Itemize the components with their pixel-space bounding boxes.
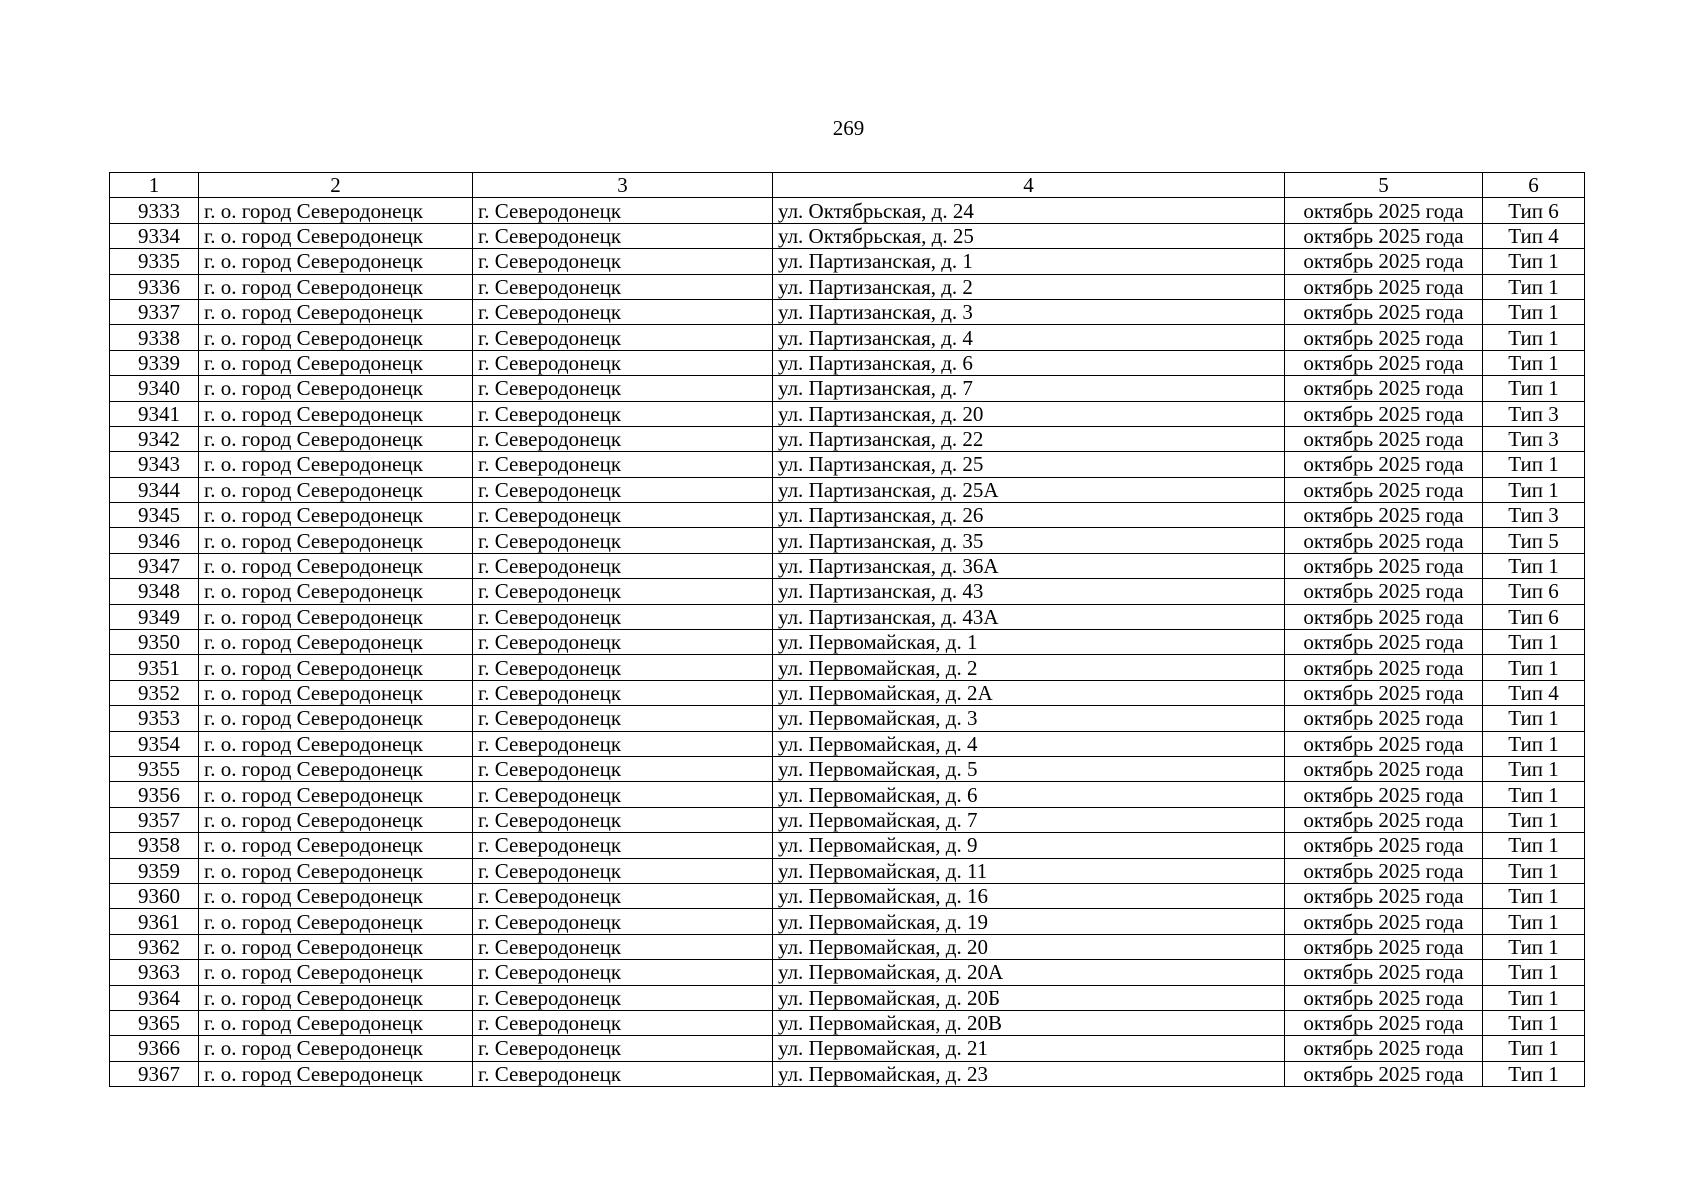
- column-header-4: 4: [773, 173, 1285, 198]
- cell-period: октябрь 2025 года: [1285, 274, 1483, 299]
- table-row: [110, 1010, 1585, 1035]
- cell-period: октябрь 2025 года: [1285, 528, 1483, 553]
- cell-row-number: 9336: [110, 274, 199, 299]
- cell-type: Тип 1: [1483, 655, 1585, 680]
- cell-address: ул. Партизанская, д. 3: [773, 299, 1285, 324]
- cell-period: октябрь 2025 года: [1285, 503, 1483, 528]
- cell-period: октябрь 2025 года: [1285, 477, 1483, 502]
- cell-type: Тип 1: [1483, 985, 1585, 1010]
- cell-municipality: г. о. город Северодонецк: [199, 807, 473, 832]
- cell-locality: г. Северодонецк: [473, 833, 773, 858]
- cell-row-number: 9346: [110, 528, 199, 553]
- cell-municipality: г. о. город Северодонецк: [199, 985, 473, 1010]
- cell-locality: г. Северодонецк: [473, 883, 773, 908]
- cell-period: октябрь 2025 года: [1285, 1036, 1483, 1061]
- table-row: [110, 655, 1585, 680]
- cell-locality: г. Северодонецк: [473, 376, 773, 401]
- cell-locality: г. Северодонецк: [473, 1061, 773, 1086]
- cell-address: ул. Первомайская, д. 1: [773, 630, 1285, 655]
- cell-row-number: 9351: [110, 655, 199, 680]
- cell-locality: г. Северодонецк: [473, 350, 773, 375]
- cell-locality: г. Северодонецк: [473, 655, 773, 680]
- cell-municipality: г. о. город Северодонецк: [199, 452, 473, 477]
- cell-type: Тип 5: [1483, 528, 1585, 553]
- cell-period: октябрь 2025 года: [1285, 452, 1483, 477]
- cell-municipality: г. о. город Северодонецк: [199, 299, 473, 324]
- cell-municipality: г. о. город Северодонецк: [199, 655, 473, 680]
- cell-row-number: 9360: [110, 883, 199, 908]
- cell-type: Тип 1: [1483, 782, 1585, 807]
- cell-municipality: г. о. город Северодонецк: [199, 883, 473, 908]
- cell-period: октябрь 2025 года: [1285, 604, 1483, 629]
- cell-type: Тип 1: [1483, 376, 1585, 401]
- cell-municipality: г. о. город Северодонецк: [199, 909, 473, 934]
- table-row: [110, 782, 1585, 807]
- cell-municipality: г. о. город Северодонецк: [199, 731, 473, 756]
- cell-row-number: 9355: [110, 756, 199, 781]
- table-row: [110, 274, 1585, 299]
- cell-address: ул. Первомайская, д. 3: [773, 706, 1285, 731]
- cell-row-number: 9349: [110, 604, 199, 629]
- cell-period: октябрь 2025 года: [1285, 325, 1483, 350]
- cell-locality: г. Северодонецк: [473, 528, 773, 553]
- cell-address: ул. Октябрьская, д. 25: [773, 223, 1285, 248]
- table-row: [110, 452, 1585, 477]
- cell-row-number: 9366: [110, 1036, 199, 1061]
- table-row: [110, 376, 1585, 401]
- cell-address: ул. Первомайская, д. 21: [773, 1036, 1285, 1061]
- table-row: [110, 731, 1585, 756]
- cell-address: ул. Первомайская, д. 5: [773, 756, 1285, 781]
- cell-type: Тип 6: [1483, 198, 1585, 223]
- table-body: [110, 198, 1585, 1087]
- table-row: [110, 299, 1585, 324]
- cell-locality: г. Северодонецк: [473, 960, 773, 985]
- cell-municipality: г. о. город Северодонецк: [199, 503, 473, 528]
- cell-address: ул. Партизанская, д. 20: [773, 401, 1285, 426]
- cell-address: ул. Партизанская, д. 36А: [773, 553, 1285, 578]
- cell-row-number: 9342: [110, 426, 199, 451]
- table-row: [110, 934, 1585, 959]
- cell-row-number: 9333: [110, 198, 199, 223]
- cell-address: ул. Октябрьская, д. 24: [773, 198, 1285, 223]
- cell-row-number: 9352: [110, 680, 199, 705]
- cell-address: ул. Первомайская, д. 2: [773, 655, 1285, 680]
- cell-period: октябрь 2025 года: [1285, 249, 1483, 274]
- cell-municipality: г. о. город Северодонецк: [199, 680, 473, 705]
- cell-period: октябрь 2025 года: [1285, 198, 1483, 223]
- column-header-2: 2: [199, 173, 473, 198]
- cell-period: октябрь 2025 года: [1285, 350, 1483, 375]
- cell-row-number: 9344: [110, 477, 199, 502]
- cell-type: Тип 3: [1483, 401, 1585, 426]
- table-row: [110, 858, 1585, 883]
- cell-municipality: г. о. город Северодонецк: [199, 401, 473, 426]
- cell-locality: г. Северодонецк: [473, 274, 773, 299]
- cell-locality: г. Северодонецк: [473, 807, 773, 832]
- cell-row-number: 9345: [110, 503, 199, 528]
- cell-type: Тип 1: [1483, 299, 1585, 324]
- cell-municipality: г. о. город Северодонецк: [199, 756, 473, 781]
- cell-municipality: г. о. город Северодонецк: [199, 833, 473, 858]
- table-row: [110, 604, 1585, 629]
- cell-address: ул. Первомайская, д. 20В: [773, 1010, 1285, 1035]
- cell-type: Тип 1: [1483, 934, 1585, 959]
- cell-locality: г. Северодонецк: [473, 604, 773, 629]
- cell-period: октябрь 2025 года: [1285, 630, 1483, 655]
- cell-period: октябрь 2025 года: [1285, 579, 1483, 604]
- cell-period: октябрь 2025 года: [1285, 985, 1483, 1010]
- cell-municipality: г. о. город Северодонецк: [199, 249, 473, 274]
- cell-period: октябрь 2025 года: [1285, 756, 1483, 781]
- cell-period: октябрь 2025 года: [1285, 426, 1483, 451]
- cell-locality: г. Северодонецк: [473, 680, 773, 705]
- cell-municipality: г. о. город Северодонецк: [199, 1061, 473, 1086]
- cell-type: Тип 1: [1483, 960, 1585, 985]
- cell-address: ул. Партизанская, д. 43А: [773, 604, 1285, 629]
- cell-row-number: 9357: [110, 807, 199, 832]
- cell-row-number: 9341: [110, 401, 199, 426]
- table-row: [110, 198, 1585, 223]
- table-row: [110, 833, 1585, 858]
- cell-locality: г. Северодонецк: [473, 477, 773, 502]
- table-row: [110, 528, 1585, 553]
- cell-address: ул. Партизанская, д. 22: [773, 426, 1285, 451]
- column-header-6: 6: [1483, 173, 1585, 198]
- cell-type: Тип 1: [1483, 630, 1585, 655]
- column-header-3: 3: [473, 173, 773, 198]
- cell-address: ул. Партизанская, д. 1: [773, 249, 1285, 274]
- cell-period: октябрь 2025 года: [1285, 934, 1483, 959]
- cell-locality: г. Северодонецк: [473, 553, 773, 578]
- cell-type: Тип 6: [1483, 604, 1585, 629]
- cell-municipality: г. о. город Северодонецк: [199, 782, 473, 807]
- cell-row-number: 9335: [110, 249, 199, 274]
- cell-address: ул. Партизанская, д. 6: [773, 350, 1285, 375]
- cell-municipality: г. о. город Северодонецк: [199, 426, 473, 451]
- cell-row-number: 9338: [110, 325, 199, 350]
- cell-locality: г. Северодонецк: [473, 756, 773, 781]
- cell-municipality: г. о. город Северодонецк: [199, 934, 473, 959]
- cell-row-number: 9337: [110, 299, 199, 324]
- cell-type: Тип 4: [1483, 680, 1585, 705]
- cell-period: октябрь 2025 года: [1285, 960, 1483, 985]
- cell-municipality: г. о. город Северодонецк: [199, 706, 473, 731]
- cell-municipality: г. о. город Северодонецк: [199, 223, 473, 248]
- cell-municipality: г. о. город Северодонецк: [199, 960, 473, 985]
- cell-address: ул. Партизанская, д. 26: [773, 503, 1285, 528]
- cell-row-number: 9339: [110, 350, 199, 375]
- cell-type: Тип 4: [1483, 223, 1585, 248]
- cell-type: Тип 3: [1483, 426, 1585, 451]
- cell-row-number: 9365: [110, 1010, 199, 1035]
- cell-municipality: г. о. город Северодонецк: [199, 1010, 473, 1035]
- table-row: [110, 223, 1585, 248]
- cell-row-number: 9361: [110, 909, 199, 934]
- header-row: [110, 173, 1585, 198]
- cell-row-number: 9348: [110, 579, 199, 604]
- table-row: [110, 553, 1585, 578]
- cell-type: Тип 1: [1483, 909, 1585, 934]
- cell-period: октябрь 2025 года: [1285, 833, 1483, 858]
- table-row: [110, 960, 1585, 985]
- cell-address: ул. Первомайская, д. 6: [773, 782, 1285, 807]
- cell-type: Тип 1: [1483, 883, 1585, 908]
- table-row: [110, 630, 1585, 655]
- cell-address: ул. Первомайская, д. 20: [773, 934, 1285, 959]
- cell-type: Тип 1: [1483, 706, 1585, 731]
- cell-locality: г. Северодонецк: [473, 731, 773, 756]
- table-row: [110, 249, 1585, 274]
- cell-address: ул. Первомайская, д. 2А: [773, 680, 1285, 705]
- cell-type: Тип 1: [1483, 350, 1585, 375]
- cell-locality: г. Северодонецк: [473, 858, 773, 883]
- cell-row-number: 9356: [110, 782, 199, 807]
- cell-period: октябрь 2025 года: [1285, 376, 1483, 401]
- cell-row-number: 9347: [110, 553, 199, 578]
- cell-period: октябрь 2025 года: [1285, 883, 1483, 908]
- cell-municipality: г. о. город Северодонецк: [199, 553, 473, 578]
- cell-row-number: 9359: [110, 858, 199, 883]
- cell-type: Тип 1: [1483, 807, 1585, 832]
- cell-locality: г. Северодонецк: [473, 401, 773, 426]
- cell-municipality: г. о. город Северодонецк: [199, 604, 473, 629]
- cell-locality: г. Северодонецк: [473, 198, 773, 223]
- cell-address: ул. Первомайская, д. 20Б: [773, 985, 1285, 1010]
- cell-row-number: 9340: [110, 376, 199, 401]
- column-header-1: 1: [110, 173, 199, 198]
- cell-locality: г. Северодонецк: [473, 909, 773, 934]
- table-row: [110, 680, 1585, 705]
- table-row: [110, 883, 1585, 908]
- table-row: [110, 426, 1585, 451]
- cell-locality: г. Северодонецк: [473, 223, 773, 248]
- page-number: 269: [832, 116, 865, 140]
- cell-period: октябрь 2025 года: [1285, 223, 1483, 248]
- cell-municipality: г. о. город Северодонецк: [199, 858, 473, 883]
- cell-address: ул. Первомайская, д. 20А: [773, 960, 1285, 985]
- cell-type: Тип 1: [1483, 858, 1585, 883]
- cell-municipality: г. о. город Северодонецк: [199, 274, 473, 299]
- table-row: [110, 756, 1585, 781]
- cell-locality: г. Северодонецк: [473, 249, 773, 274]
- table-row: [110, 401, 1585, 426]
- cell-row-number: 9358: [110, 833, 199, 858]
- cell-row-number: 9343: [110, 452, 199, 477]
- cell-address: ул. Первомайская, д. 23: [773, 1061, 1285, 1086]
- cell-municipality: г. о. город Северодонецк: [199, 350, 473, 375]
- cell-municipality: г. о. город Северодонецк: [199, 376, 473, 401]
- cell-row-number: 9364: [110, 985, 199, 1010]
- cell-row-number: 9354: [110, 731, 199, 756]
- cell-type: Тип 6: [1483, 579, 1585, 604]
- table-row: [110, 985, 1585, 1010]
- cell-type: Тип 1: [1483, 274, 1585, 299]
- cell-locality: г. Северодонецк: [473, 1036, 773, 1061]
- data-table: [109, 172, 1585, 1087]
- cell-period: октябрь 2025 года: [1285, 299, 1483, 324]
- cell-address: ул. Первомайская, д. 4: [773, 731, 1285, 756]
- cell-period: октябрь 2025 года: [1285, 858, 1483, 883]
- cell-address: ул. Первомайская, д. 11: [773, 858, 1285, 883]
- cell-type: Тип 1: [1483, 833, 1585, 858]
- cell-address: ул. Партизанская, д. 35: [773, 528, 1285, 553]
- cell-row-number: 9350: [110, 630, 199, 655]
- cell-address: ул. Партизанская, д. 25А: [773, 477, 1285, 502]
- cell-row-number: 9363: [110, 960, 199, 985]
- cell-locality: г. Северодонецк: [473, 934, 773, 959]
- cell-locality: г. Северодонецк: [473, 299, 773, 324]
- cell-address: ул. Первомайская, д. 16: [773, 883, 1285, 908]
- cell-row-number: 9353: [110, 706, 199, 731]
- cell-municipality: г. о. город Северодонецк: [199, 325, 473, 350]
- cell-address: ул. Первомайская, д. 7: [773, 807, 1285, 832]
- cell-period: октябрь 2025 года: [1285, 731, 1483, 756]
- cell-period: октябрь 2025 года: [1285, 401, 1483, 426]
- cell-locality: г. Северодонецк: [473, 452, 773, 477]
- cell-period: октябрь 2025 года: [1285, 706, 1483, 731]
- column-header-5: 5: [1285, 173, 1483, 198]
- cell-address: ул. Партизанская, д. 25: [773, 452, 1285, 477]
- cell-row-number: 9362: [110, 934, 199, 959]
- cell-address: ул. Партизанская, д. 4: [773, 325, 1285, 350]
- table-row: [110, 706, 1585, 731]
- cell-period: октябрь 2025 года: [1285, 1010, 1483, 1035]
- cell-period: октябрь 2025 года: [1285, 782, 1483, 807]
- cell-period: октябрь 2025 года: [1285, 655, 1483, 680]
- cell-type: Тип 1: [1483, 731, 1585, 756]
- cell-municipality: г. о. город Северодонецк: [199, 477, 473, 502]
- cell-address: ул. Партизанская, д. 7: [773, 376, 1285, 401]
- table-row: [110, 807, 1585, 832]
- cell-type: Тип 1: [1483, 553, 1585, 578]
- cell-period: октябрь 2025 года: [1285, 553, 1483, 578]
- cell-period: октябрь 2025 года: [1285, 680, 1483, 705]
- cell-municipality: г. о. город Северодонецк: [199, 198, 473, 223]
- cell-row-number: 9334: [110, 223, 199, 248]
- cell-period: октябрь 2025 года: [1285, 1061, 1483, 1086]
- cell-type: Тип 1: [1483, 452, 1585, 477]
- cell-address: ул. Первомайская, д. 9: [773, 833, 1285, 858]
- table-row: [110, 325, 1585, 350]
- cell-municipality: г. о. город Северодонецк: [199, 1036, 473, 1061]
- cell-period: октябрь 2025 года: [1285, 807, 1483, 832]
- table-row: [110, 350, 1585, 375]
- cell-type: Тип 1: [1483, 1036, 1585, 1061]
- cell-locality: г. Северодонецк: [473, 579, 773, 604]
- table-row: [110, 477, 1585, 502]
- cell-address: ул. Партизанская, д. 43: [773, 579, 1285, 604]
- table-row: [110, 1036, 1585, 1061]
- cell-address: ул. Партизанская, д. 2: [773, 274, 1285, 299]
- cell-address: ул. Первомайская, д. 19: [773, 909, 1285, 934]
- cell-type: Тип 1: [1483, 325, 1585, 350]
- table-row: [110, 1061, 1585, 1086]
- cell-period: октябрь 2025 года: [1285, 909, 1483, 934]
- cell-type: Тип 3: [1483, 503, 1585, 528]
- cell-municipality: г. о. город Северодонецк: [199, 579, 473, 604]
- cell-locality: г. Северодонецк: [473, 706, 773, 731]
- cell-municipality: г. о. город Северодонецк: [199, 528, 473, 553]
- table-row: [110, 909, 1585, 934]
- cell-type: Тип 1: [1483, 1061, 1585, 1086]
- cell-locality: г. Северодонецк: [473, 503, 773, 528]
- cell-municipality: г. о. город Северодонецк: [199, 630, 473, 655]
- cell-type: Тип 1: [1483, 1010, 1585, 1035]
- cell-row-number: 9367: [110, 1061, 199, 1086]
- cell-type: Тип 1: [1483, 756, 1585, 781]
- cell-type: Тип 1: [1483, 477, 1585, 502]
- cell-locality: г. Северодонецк: [473, 426, 773, 451]
- cell-locality: г. Северодонецк: [473, 1010, 773, 1035]
- cell-locality: г. Северодонецк: [473, 325, 773, 350]
- table-row: [110, 503, 1585, 528]
- cell-locality: г. Северодонецк: [473, 630, 773, 655]
- cell-locality: г. Северодонецк: [473, 985, 773, 1010]
- cell-locality: г. Северодонецк: [473, 782, 773, 807]
- table-row: [110, 579, 1585, 604]
- cell-type: Тип 1: [1483, 249, 1585, 274]
